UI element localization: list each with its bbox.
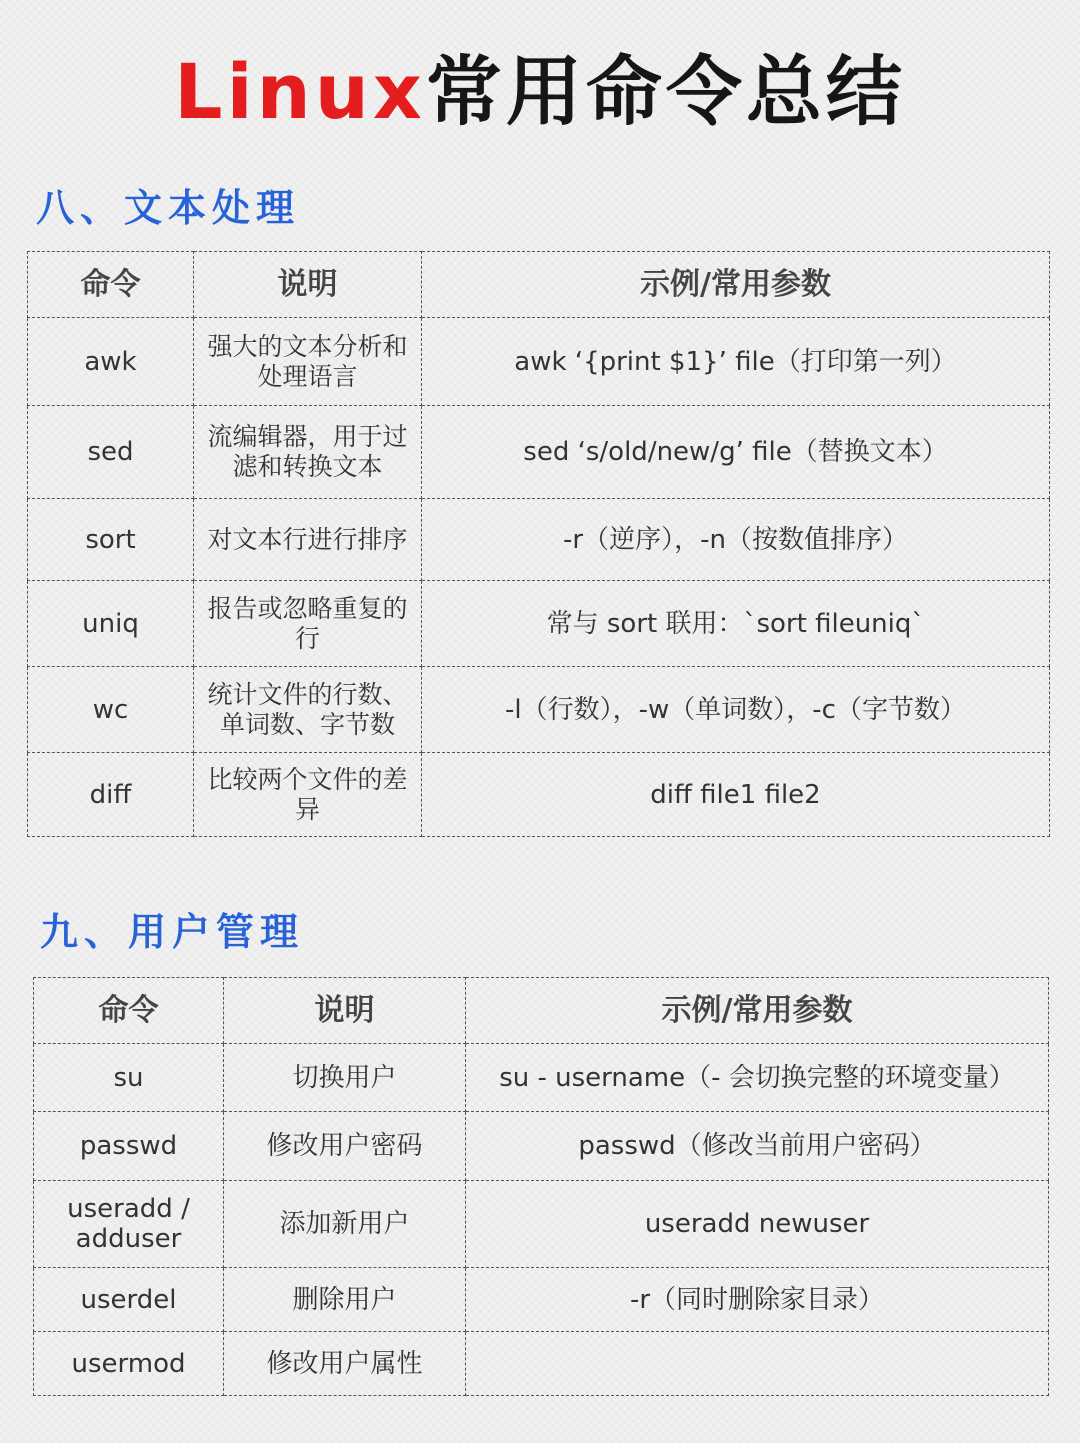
example-cell: 常与 sort 联用：`sort fileuniq`: [422, 581, 1050, 667]
table-row: [28, 499, 1050, 581]
table-row: [34, 1044, 1049, 1112]
column-header-description: 说明: [194, 252, 422, 318]
column-header-example: 示例/常用参数: [466, 978, 1049, 1044]
page-title: [0, 46, 1080, 138]
description-cell: 切换用户: [224, 1044, 466, 1112]
description-cell: 报告或忽略重复的行: [194, 581, 422, 667]
description-cell: 对文本行进行排序: [194, 499, 422, 581]
description-cell: 添加新用户: [224, 1181, 466, 1268]
table-row: [34, 1332, 1049, 1396]
command-cell: userdel: [34, 1268, 224, 1332]
example-cell: awk ‘{print $1}’ file（打印第一列）: [422, 318, 1050, 406]
example-cell: [466, 1332, 1049, 1396]
text-processing-table: [27, 251, 1050, 837]
title-linux: Linux: [174, 47, 426, 136]
example-cell: useradd newuser: [466, 1181, 1049, 1268]
table-header-row: [28, 252, 1050, 318]
column-header-command: 命令: [28, 252, 194, 318]
description-cell: 修改用户密码: [224, 1112, 466, 1181]
title-text: 常用命令总结: [425, 47, 906, 136]
command-cell: su: [34, 1044, 224, 1112]
command-cell: uniq: [28, 581, 194, 667]
command-cell: wc: [28, 667, 194, 753]
table-row: [28, 318, 1050, 406]
description-cell: 修改用户属性: [224, 1332, 466, 1396]
command-cell: sed: [28, 406, 194, 499]
section-heading-user-management: 九、用户管理: [40, 910, 305, 954]
example-cell: diff file1 file2: [422, 753, 1050, 837]
section-heading-text-processing: 八、文本处理: [36, 186, 301, 230]
example-cell: passwd（修改当前用户密码）: [466, 1112, 1049, 1181]
command-cell: diff: [28, 753, 194, 837]
column-header-description: 说明: [224, 978, 466, 1044]
table-row: [28, 406, 1050, 499]
table-header-row: [34, 978, 1049, 1044]
table-row: [28, 581, 1050, 667]
example-cell: sed ‘s/old/new/g’ file（替换文本）: [422, 406, 1050, 499]
example-cell: -r（同时删除家目录）: [466, 1268, 1049, 1332]
command-cell: usermod: [34, 1332, 224, 1396]
command-cell: awk: [28, 318, 194, 406]
table-row: [34, 1112, 1049, 1181]
user-management-table: [33, 977, 1049, 1396]
command-cell: useradd / adduser: [34, 1181, 224, 1268]
description-cell: 比较两个文件的差异: [194, 753, 422, 837]
command-cell: passwd: [34, 1112, 224, 1181]
description-cell: 流编辑器，用于过滤和转换文本: [194, 406, 422, 499]
column-header-example: 示例/常用参数: [422, 252, 1050, 318]
command-cell: sort: [28, 499, 194, 581]
table-row: [34, 1181, 1049, 1268]
table-row: [34, 1268, 1049, 1332]
example-cell: su - username（- 会切换完整的环境变量）: [466, 1044, 1049, 1112]
description-cell: 统计文件的行数、单词数、字节数: [194, 667, 422, 753]
column-header-command: 命令: [34, 978, 224, 1044]
example-cell: -l（行数），-w（单词数），-c（字节数）: [422, 667, 1050, 753]
example-cell: -r（逆序），-n（按数值排序）: [422, 499, 1050, 581]
description-cell: 强大的文本分析和处理语言: [194, 318, 422, 406]
table-row: [28, 753, 1050, 837]
table-row: [28, 667, 1050, 753]
description-cell: 删除用户: [224, 1268, 466, 1332]
